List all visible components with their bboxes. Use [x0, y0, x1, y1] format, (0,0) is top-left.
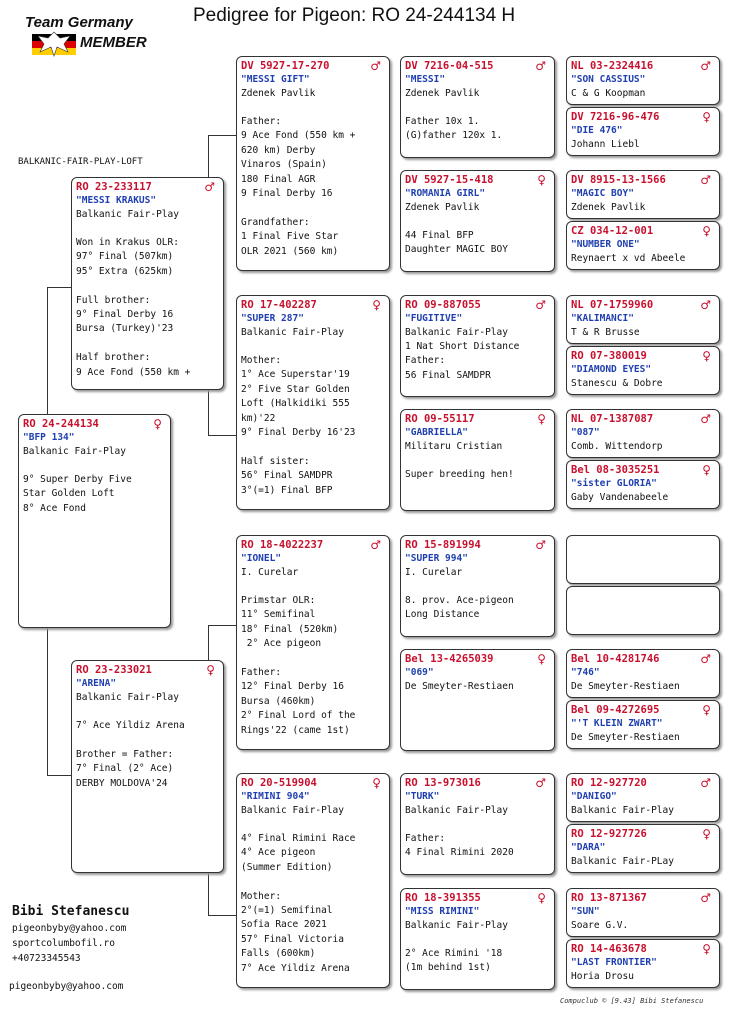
pigeon-name: "ROMANIA GIRL"	[405, 188, 486, 199]
breeder-name: Comb. Wittendorp	[571, 441, 663, 452]
female-icon: ♀	[537, 652, 546, 666]
team-logo-text: Team Germany	[25, 14, 133, 31]
breeder-name: Gaby Vandenabeele	[571, 492, 669, 503]
ring-number: DV 7216-96-476	[571, 111, 660, 123]
ring-number: RO 15-891994	[405, 539, 481, 551]
male-icon: ♂	[370, 59, 381, 73]
male-icon: ♂	[535, 776, 546, 790]
pigeon-card-mff[interactable]	[400, 535, 555, 637]
ring-number: RO 17-402287	[241, 299, 317, 311]
breeder-name: Johann Liebl	[571, 139, 640, 150]
ring-number: RO 13-871367	[571, 892, 647, 904]
pigeon-card-sire[interactable]	[71, 177, 224, 390]
ring-number: DV 7216-04-515	[405, 60, 494, 72]
ring-number: RO 18-391355	[405, 892, 481, 904]
achievement-notes: Father: 4 Final Rimini 2020	[405, 833, 514, 859]
ring-number: DV 5927-17-270	[241, 60, 330, 72]
pigeon-name: "DIAMOND EYES"	[571, 364, 652, 375]
female-icon: ♀	[702, 827, 711, 841]
achievement-notes: Mother: 1° Ace Superstar'19 2° Five Star Golden Loft (Halkidiki 555 km)'22 9° Final Derby 16'23 Half sister: 56° Final SAMDPR 3°(=1) Final BFP	[241, 355, 356, 496]
achievement-notes: 8. prov. Ace-pigeon Long Distance	[405, 595, 514, 621]
connector-line	[47, 627, 48, 775]
breeder-name: Soare G.V.	[571, 920, 629, 931]
female-icon: ♀	[702, 942, 711, 956]
breeder-name: Militaru Cristian	[405, 441, 503, 452]
pigeon-name: "MESSI GIFT"	[241, 74, 310, 85]
pigeon-card-mfm[interactable]	[400, 649, 555, 751]
german-eagle-flag-icon	[30, 30, 78, 58]
achievement-notes: Won in Krakus OLR: 97° Final (507km) 95° Extra (625km) Full brother: 9° Final Derby 16 Bursa (Turkey)'23 Half brother: 9 Ace Fond (550 km +	[76, 237, 191, 378]
ring-number: DV 8915-13-1566	[571, 174, 666, 186]
pigeon-name: "LAST FRONTIER"	[571, 957, 657, 968]
breeder-name: Balkanic Fair-Play	[405, 920, 508, 931]
pigeon-name: "MISS RIMINI"	[405, 906, 480, 917]
breeder-name: Reynaert x vd Abeele	[571, 253, 686, 264]
ring-number: Bel 13-4265039	[405, 653, 494, 665]
connector-line	[47, 775, 71, 776]
male-icon: ♂	[535, 298, 546, 312]
connector-line	[208, 915, 236, 916]
female-icon: ♀	[372, 776, 381, 790]
breeder-name: Balkanic Fair-Play	[571, 805, 674, 816]
ring-number: RO 14-463678	[571, 943, 647, 955]
pigeon-card-ff[interactable]	[236, 56, 390, 271]
pigeon-card-mmm[interactable]	[400, 888, 555, 990]
achievement-notes: Primstar OLR: 11° Semifinal 18° Final (520km) 2° Ace pigeon Father: 12° Final Derby 16 Bursa (460km) 2° Final Lord of the Rings'22 (came 1st)	[241, 595, 356, 736]
pigeon-card-fmf[interactable]	[400, 295, 555, 397]
female-icon: ♀	[702, 349, 711, 363]
achievement-notes: 4° Final Rimini Race 4° Ace pigeon (Summer Edition) Mother: 2°(=1) Semifinal Sofia Race 2021 57° Final Victoria Falls (600km) 7° Ace Yildiz Arena	[241, 833, 356, 974]
pigeon-card-g3[interactable]	[566, 170, 720, 219]
pigeon-name: "SUPER 287"	[241, 313, 304, 324]
female-icon: ♀	[206, 663, 215, 677]
owner-website[interactable]: sportcolumbofil.ro	[12, 938, 115, 949]
pigeon-name: "069"	[405, 667, 434, 678]
ring-number: NL 07-1759960	[571, 299, 654, 311]
pigeon-card-g15[interactable]	[566, 888, 720, 937]
male-icon: ♂	[700, 59, 711, 73]
pigeon-name: "087"	[571, 427, 600, 438]
achievement-notes: 7° Ace Yildiz Arena Brother = Father: 7° Final (2° Ace) DERBY MOLDOVA'24	[76, 720, 185, 789]
pigeon-card-g14[interactable]	[566, 824, 720, 873]
breeder-name: Horia Drosu	[571, 971, 634, 982]
owner-name: Bibi Stefanescu	[12, 904, 130, 919]
pigeon-name: "ARENA"	[76, 678, 117, 689]
pigeon-card-fm[interactable]	[236, 295, 390, 510]
ring-number: NL 07-1387087	[571, 413, 654, 425]
ring-number: RO 07-380019	[571, 350, 647, 362]
pigeon-card-dam[interactable]	[71, 660, 224, 873]
ring-number: Bel 08-3035251	[571, 464, 660, 476]
female-icon: ♀	[537, 891, 546, 905]
pigeon-card-g12[interactable]	[566, 700, 720, 749]
ring-number: Bel 09-4272695	[571, 704, 660, 716]
female-icon: ♀	[537, 173, 546, 187]
breeder-name: I. Curelar	[241, 567, 299, 578]
pigeon-name: "MAGIC BOY"	[571, 188, 634, 199]
pigeon-name: "SUPER 994"	[405, 553, 468, 564]
connector-line	[47, 287, 71, 288]
loft-name: BALKANIC-FAIR-PLAY-LOFT	[18, 157, 143, 167]
breeder-name: Balkanic Fair-Play	[76, 692, 179, 703]
pigeon-card-g1[interactable]	[566, 56, 720, 105]
pigeon-name: "SON CASSIUS"	[571, 74, 646, 85]
connector-line	[208, 135, 236, 136]
ring-number: RO 23-233117	[76, 181, 152, 193]
connector-line	[208, 435, 236, 436]
ring-number: RO 24-244134	[23, 418, 99, 430]
breeder-name: De Smeyter-Restiaen	[571, 732, 680, 743]
pigeon-card-g10[interactable]	[566, 586, 720, 635]
page-title: Pedigree for Pigeon: RO 24-244134 H	[193, 5, 516, 26]
ring-number: Bel 10-4281746	[571, 653, 660, 665]
breeder-name: Zdenek Pavlik	[571, 202, 646, 213]
pigeon-card-g6[interactable]	[566, 346, 720, 395]
pigeon-card-g7[interactable]	[566, 409, 720, 458]
male-icon: ♂	[700, 652, 711, 666]
pigeon-name: "DIE 476"	[571, 125, 623, 136]
connector-line	[47, 287, 48, 415]
breeder-name: De Smeyter-Restiaen	[405, 681, 514, 692]
pigeon-card-mf[interactable]	[236, 535, 390, 750]
female-icon: ♀	[537, 412, 546, 426]
ring-number: RO 09-887055	[405, 299, 481, 311]
female-icon: ♀	[702, 224, 711, 238]
owner-email[interactable]: pigeonbyby@yahoo.com	[12, 923, 127, 934]
breeder-name: Balkanic Fair-Play	[405, 327, 508, 338]
pigeon-card-mm[interactable]	[236, 773, 390, 988]
pigeon-name: "MESSI KRAKUS"	[76, 195, 157, 206]
achievement-notes: Father 10x 1. (G)father 120x 1.	[405, 116, 503, 142]
achievement-notes: 2° Ace Rimini '18 (1m behind 1st)	[405, 948, 503, 974]
female-icon: ♀	[702, 110, 711, 124]
ring-number: RO 13-973016	[405, 777, 481, 789]
ring-number: NL 03-2324416	[571, 60, 654, 72]
pigeon-card-g4[interactable]	[566, 221, 720, 270]
female-icon: ♀	[702, 703, 711, 717]
breeder-name: C & G Koopman	[571, 88, 646, 99]
male-icon: ♂	[700, 891, 711, 905]
ring-number: CZ 034-12-001	[571, 225, 654, 237]
pigeon-card-g9[interactable]	[566, 535, 720, 584]
achievement-notes: Super breeding hen!	[405, 469, 514, 480]
breeder-name: I. Curelar	[405, 567, 463, 578]
pigeon-name: "KALIMANCI"	[571, 313, 634, 324]
breeder-name: Balkanic Fair-Play	[241, 805, 344, 816]
pigeon-card-g2[interactable]	[566, 107, 720, 156]
male-icon: ♂	[700, 298, 711, 312]
pigeon-name: "MESSI"	[405, 74, 446, 85]
achievement-notes: Father: 9 Ace Fond (550 km + 620 km) Derby Vinaros (Spain) 180 Final AGR 9 Final Derby 16 Grandfather: 1 Final Five Star OLR 2021 (560 km)	[241, 116, 356, 257]
breeder-name: Zdenek Pavlik	[405, 88, 480, 99]
male-icon: ♂	[700, 412, 711, 426]
ring-number: RO 23-233021	[76, 664, 152, 676]
pigeon-name: "DANIGO"	[571, 791, 617, 802]
pigeon-card-fmm[interactable]	[400, 409, 555, 511]
male-icon: ♂	[535, 538, 546, 552]
male-icon: ♂	[204, 180, 215, 194]
ring-number: RO 12-927726	[571, 828, 647, 840]
pigeon-card-ffm[interactable]	[400, 170, 555, 272]
breeder-name: Zdenek Pavlik	[405, 202, 480, 213]
pigeon-card-g13[interactable]	[566, 773, 720, 822]
pigeon-name: "BFP 134"	[23, 432, 75, 443]
pigeon-name: "FUGITIVE"	[405, 313, 463, 324]
pigeon-name: "TURK"	[405, 791, 440, 802]
pigeon-name: "RIMINI 904"	[241, 791, 310, 802]
member-logo-text: MEMBER	[80, 34, 147, 51]
breeder-name: T & R Brusse	[571, 327, 640, 338]
pigeon-card-g8[interactable]	[566, 460, 720, 509]
ring-number: RO 20-519904	[241, 777, 317, 789]
breeder-name: Balkanic Fair-Play	[405, 805, 508, 816]
breeder-name: Zdenek Pavlik	[241, 88, 316, 99]
breeder-name: De Smeyter-Restiaen	[571, 681, 680, 692]
footer-credit: Compuclub © [9.43] Bibi Stefanescu	[560, 997, 704, 1005]
achievement-notes: 9° Super Derby Five Star Golden Loft 8° Ace Fond	[23, 474, 132, 514]
pigeon-name: "sister GLORIA"	[571, 478, 657, 489]
pigeon-name: "SUN"	[571, 906, 600, 917]
achievement-notes: 44 Final BFP Daughter MAGIC BOY	[405, 230, 508, 256]
pigeon-name: "IONEL"	[241, 553, 282, 564]
male-icon: ♂	[700, 173, 711, 187]
ring-number: RO 18-4022237	[241, 539, 324, 551]
pigeon-card-g5[interactable]	[566, 295, 720, 344]
breeder-name: Balkanic Fair-Play	[241, 327, 344, 338]
male-icon: ♂	[535, 59, 546, 73]
breeder-name: Balkanic Fair-Play	[76, 209, 179, 220]
pigeon-name: "746"	[571, 667, 600, 678]
owner-phone: +40723345543	[12, 953, 81, 964]
ring-number: DV 5927-15-418	[405, 174, 494, 186]
pigeon-card-g11[interactable]	[566, 649, 720, 698]
female-icon: ♀	[372, 298, 381, 312]
breeder-name: Balkanic Fair-PLay	[571, 856, 674, 867]
pigeon-name: "GABRIELLA"	[405, 427, 468, 438]
breeder-name: Balkanic Fair-Play	[23, 446, 126, 457]
pigeon-card-subject[interactable]	[18, 414, 171, 628]
pigeon-name: "DARA"	[571, 842, 606, 853]
pigeon-card-fff[interactable]	[400, 56, 555, 158]
connector-line	[208, 625, 236, 626]
breeder-name: Stanescu & Dobre	[571, 378, 663, 389]
pigeon-card-mmf[interactable]	[400, 773, 555, 875]
pigeon-name: "'T KLEIN ZWART"	[571, 718, 663, 729]
achievement-notes: 1 Nat Short Distance Father: 56 Final SAMDPR	[405, 341, 520, 381]
ring-number: RO 09-55117	[405, 413, 475, 425]
pigeon-name: "NUMBER ONE"	[571, 239, 640, 250]
male-icon: ♂	[370, 538, 381, 552]
male-icon: ♂	[700, 776, 711, 790]
female-icon: ♀	[702, 463, 711, 477]
ring-number: RO 12-927720	[571, 777, 647, 789]
pigeon-card-g16[interactable]	[566, 939, 720, 988]
owner-email-secondary[interactable]: pigeonbyby@yahoo.com	[9, 981, 124, 992]
female-icon: ♀	[153, 417, 162, 431]
